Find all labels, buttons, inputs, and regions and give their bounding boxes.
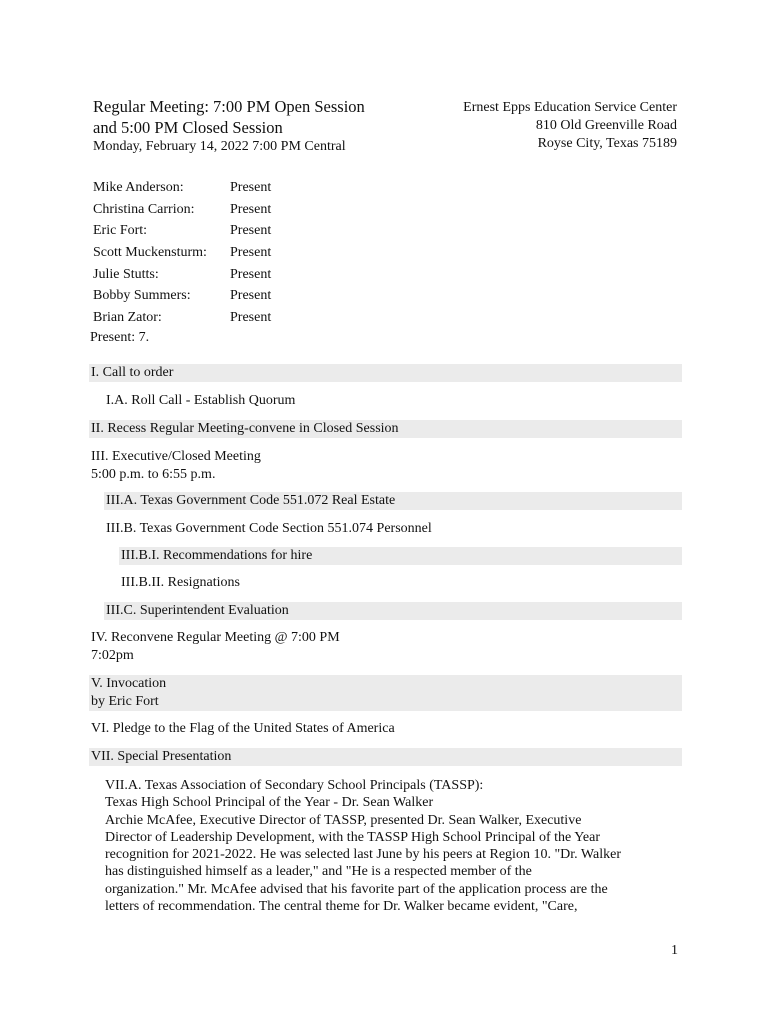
agenda-item-label: III.A. Texas Government Code 551.072 Real Estate bbox=[106, 493, 396, 508]
agenda-item-label: III.B. Texas Government Code Section 551.074 Personnel bbox=[106, 521, 432, 536]
paragraph-line: Texas High School Principal of the Year - Dr. Sean Walker bbox=[105, 795, 434, 811]
paragraph-line: VII.A. Texas Association of Secondary School Principals (TASSP): bbox=[105, 778, 484, 793]
member-name: Mike Anderson: bbox=[93, 180, 184, 195]
agenda-item-iv bbox=[89, 629, 682, 665]
paragraph-line: Archie McAfee, Executive Director of TASSP, presented Dr. Sean Walker, Executive bbox=[105, 812, 582, 828]
agenda-item-vii-a bbox=[105, 777, 680, 915]
member-name: Brian Zator: bbox=[93, 310, 162, 326]
attendance-count: Present: 7. bbox=[90, 330, 150, 345]
agenda-item-note: 7:02pm bbox=[91, 648, 134, 663]
member-status: Present bbox=[230, 310, 272, 326]
agenda-item-v bbox=[89, 675, 682, 711]
location-line-2: 810 Old Greenville Road bbox=[535, 118, 677, 133]
agenda-item-iii-b bbox=[104, 520, 682, 538]
agenda-item-iii-c bbox=[104, 602, 682, 620]
agenda-item-ii bbox=[89, 420, 682, 438]
agenda-item-iii-a bbox=[104, 492, 682, 510]
agenda-item-iii bbox=[89, 448, 682, 484]
member-status: Present bbox=[230, 266, 272, 282]
agenda-item-note: by Eric Fort bbox=[91, 694, 159, 709]
agenda-item-label: V. Invocation bbox=[91, 676, 167, 691]
attendance-row bbox=[93, 242, 271, 264]
agenda-item-iii-b-i bbox=[119, 547, 682, 565]
agenda-item-note: 5:00 p.m. to 6:55 p.m. bbox=[91, 467, 216, 482]
paragraph-line: recognition for 2021-2022. He was selected last June by his peers at Region 10. "Dr. Walker bbox=[105, 847, 621, 863]
location-line-3: Royse City, Texas 75189 bbox=[537, 136, 677, 151]
agenda-item-label: III.B.II. Resignations bbox=[121, 575, 240, 590]
agenda-item-label: II. Recess Regular Meeting-convene in Closed Session bbox=[91, 421, 399, 436]
paragraph-line: has distinguished himself as a leader," and "He is a respected member of the bbox=[105, 864, 532, 880]
attendance-row bbox=[93, 264, 271, 286]
member-status: Present bbox=[230, 245, 272, 261]
agenda-item-label: VII. Special Presentation bbox=[91, 749, 232, 764]
agenda-item-vi bbox=[89, 720, 682, 738]
meeting-location bbox=[463, 99, 677, 153]
agenda-item-vii bbox=[89, 748, 682, 766]
attendance-row bbox=[93, 177, 271, 199]
member-name: Julie Stutts: bbox=[93, 266, 159, 282]
meeting-title-line-1: Regular Meeting: 7:00 PM Open Session bbox=[93, 97, 365, 116]
agenda-item-iii-b-ii bbox=[119, 574, 682, 592]
member-status: Present bbox=[230, 288, 272, 304]
member-name: Eric Fort: bbox=[93, 223, 148, 239]
paragraph-line: letters of recommendation. The central theme for Dr. Walker became evident, "Care, bbox=[105, 899, 578, 915]
member-status: Present bbox=[230, 223, 272, 239]
attendance-list bbox=[93, 177, 271, 329]
attendance-row bbox=[93, 307, 271, 329]
member-name: Bobby Summers: bbox=[93, 288, 191, 304]
agenda-item-label: III.C. Superintendent Evaluation bbox=[106, 603, 289, 618]
agenda-item-label: I. Call to order bbox=[91, 365, 174, 380]
member-status: Present bbox=[230, 201, 272, 217]
paragraph-line: organization." Mr. McAfee advised that his favorite part of the application process are the bbox=[105, 881, 608, 897]
member-name: Christina Carrion: bbox=[93, 201, 195, 217]
paragraph-line: Director of Leadership Development, with the TASSP High School Principal of the Year bbox=[105, 829, 601, 845]
agenda-item-i bbox=[89, 364, 682, 382]
attendance-row bbox=[93, 199, 271, 221]
page-number: 1 bbox=[671, 943, 678, 958]
meeting-header bbox=[93, 96, 365, 156]
member-name: Scott Muckensturm: bbox=[93, 245, 207, 261]
attendance-row bbox=[93, 285, 271, 307]
location-line-1: Ernest Epps Education Service Center bbox=[463, 100, 677, 115]
attendance-row bbox=[93, 220, 271, 242]
agenda-item-i-a bbox=[104, 392, 682, 410]
agenda-item-label: I.A. Roll Call - Establish Quorum bbox=[106, 393, 296, 408]
agenda-item-label: III.B.I. Recommendations for hire bbox=[121, 548, 313, 563]
meeting-title-line-2: and 5:00 PM Closed Session bbox=[93, 118, 283, 137]
agenda-item-label: IV. Reconvene Regular Meeting @ 7:00 PM bbox=[91, 630, 340, 645]
agenda-item-label: III. Executive/Closed Meeting bbox=[91, 449, 261, 464]
agenda-item-label: VI. Pledge to the Flag of the United States of America bbox=[91, 721, 395, 736]
meeting-date: Monday, February 14, 2022 7:00 PM Central bbox=[93, 139, 346, 154]
member-status: Present bbox=[230, 180, 272, 195]
